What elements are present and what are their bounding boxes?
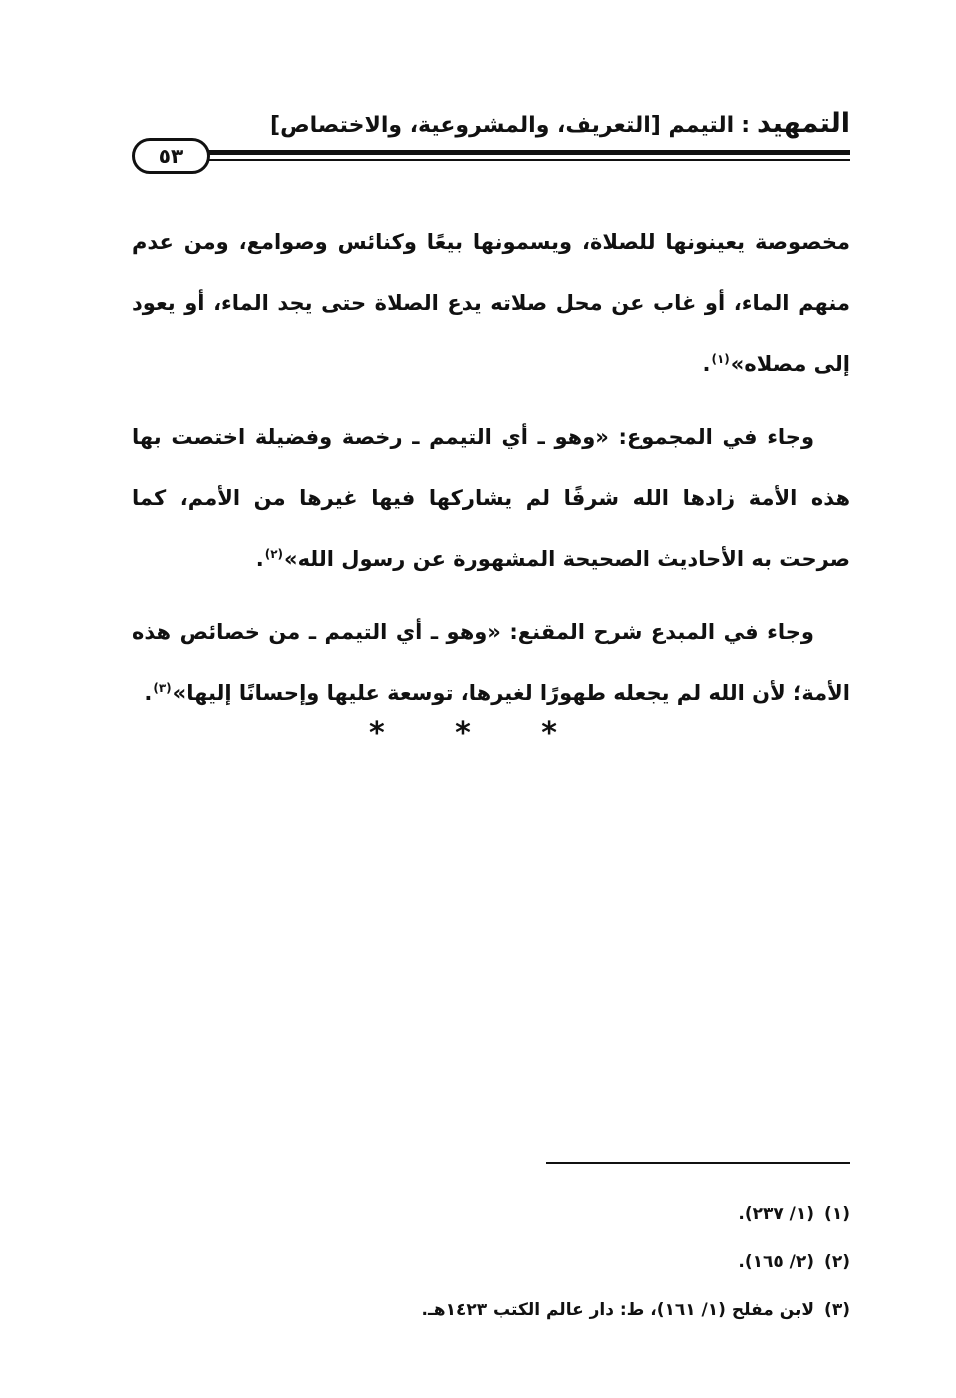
footnote-separator [546,1162,850,1164]
paragraph [132,602,850,724]
paragraph-text: وجاء في المبدع شرح المقنع: «وهو ـ أي التيمم ـ من خصائص هذه الأمة؛ لأن الله لم يجعله طهورًا لغيرها، توسعة عليها وإحسانًا إليها» [132,620,850,705]
paragraph [132,212,850,395]
footnote-text: (١/ ٢٣٧). [738,1204,815,1224]
footnote-reference[interactable]: (٣) [153,681,172,695]
section-ornament: * * * [369,716,587,751]
footnote-number: (٣) [824,1300,850,1320]
footnote-number: (١) [824,1204,850,1224]
paragraph-text: مخصوصة يعينونها للصلاة، ويسمونها بيعًا وكنائس وصوامع، ومن عدم منهم الماء، أو غاب عن محل صلاته يدع الصلاة حتى يجد الماء، أو يعود إلى مصلاه» [132,230,850,376]
header-keyword: التمهيد [757,108,850,139]
footnote-reference[interactable]: (٢) [264,547,283,561]
header-rule [200,150,850,155]
paragraph-end: . [144,681,153,705]
running-header [270,108,850,139]
paragraph-end: . [255,547,264,571]
header-separator: : [741,113,751,138]
header-rule-thin [200,159,850,161]
footnote-reference[interactable]: (١) [711,352,730,366]
paragraph-end: . [702,352,711,376]
footnote-text: (٢/ ١٦٥). [738,1252,815,1272]
footnote-item [132,1238,850,1286]
footnote-number: (٢) [824,1252,850,1272]
paragraph-text: وجاء في المجموع: «وهو ـ أي التيمم ـ رخصة وفضيلة اختصت بها هذه الأمة زادها الله شرفًا لم يشاركها فيها غيرها من الأمم، كما صرحت به الأحاديث الصحيحة المشهورة عن رسول الله» [132,425,850,571]
header-title: التيمم [التعريف، والمشروعية، والاختصاص] [270,113,735,138]
footnote-item [132,1286,850,1334]
footnote-text: لابن مفلح (١/ ١٦١)، ط: دار عالم الكتب ١٤٢٣هـ. [421,1300,815,1320]
body-text [132,212,850,736]
footnotes [132,1190,850,1334]
footnote-item [132,1190,850,1238]
paragraph [132,407,850,590]
page-number: ٥٣ [132,138,210,174]
